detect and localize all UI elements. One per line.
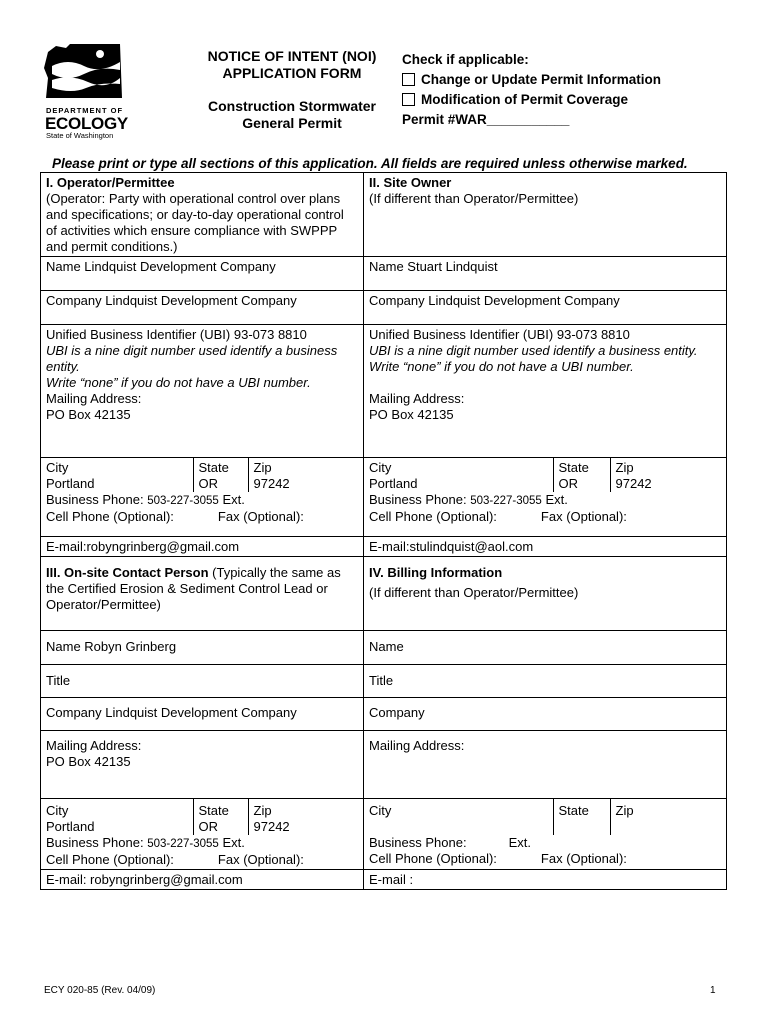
operator-city-state-zip: [46, 458, 358, 492]
operator-cell-fax: Cell Phone (Optional): Fax (Optional):: [46, 509, 304, 524]
logo-line1: DEPARTMENT OF: [46, 106, 124, 115]
billing-email[interactable]: E-mail :: [364, 870, 727, 890]
owner-city: City Portland: [369, 460, 418, 491]
section2-header: [364, 173, 727, 257]
logo-line2: ECOLOGY: [45, 114, 128, 133]
change-update-option[interactable]: [402, 70, 661, 90]
operator-company-field[interactable]: Company Lindquist Development Company: [41, 291, 364, 325]
form-id: ECY 020-85 (Rev. 04/09): [44, 985, 156, 996]
contact-cell-fax: Cell Phone (Optional): Fax (Optional):: [46, 852, 304, 867]
operator-city: City Portland: [46, 460, 95, 491]
contact-mail-label: Mailing Address:: [46, 738, 142, 753]
billing-city-state-zip: [369, 799, 721, 835]
owner-name-field[interactable]: Name Stuart Lindquist: [364, 257, 727, 291]
billing-address[interactable]: [364, 731, 727, 799]
section4-header: [364, 557, 727, 631]
operator-ubi: Unified Business Identifier (UBI) 93-073 8810: [46, 327, 307, 342]
contact-company-field[interactable]: Company Lindquist Development Company: [41, 698, 364, 731]
permit-name: Construction Stormwater: [207, 98, 376, 114]
operator-ubi-note: UBI is a nine digit number used identify a business entity.: [46, 343, 338, 374]
owner-contact[interactable]: [364, 458, 727, 537]
noi-form-table: [40, 172, 727, 890]
billing-contact[interactable]: [364, 799, 727, 870]
section3-heading: III. On-site Contact Person: [46, 565, 209, 580]
operator-ubi-address[interactable]: [41, 325, 364, 458]
change-update-label: Change or Update Permit Information: [421, 72, 662, 87]
operator-state: State OR: [193, 458, 248, 492]
contact-mail: PO Box 42135: [46, 754, 131, 769]
section4-heading: IV. Billing Information: [369, 565, 503, 580]
section1-header: [41, 173, 364, 257]
form-title-block: [186, 48, 398, 132]
owner-phone: Business Phone: 503-227-3055 Ext.: [369, 492, 568, 507]
owner-ubi-address[interactable]: [364, 325, 727, 458]
section3-desc: (Typically the same as the Certified Erosion & Sediment Control Lead or Operator/Permittee): [46, 565, 341, 612]
contact-email[interactable]: E-mail: robyngrinberg@gmail.com: [41, 870, 364, 890]
owner-company-field[interactable]: Company Lindquist Development Company: [364, 291, 727, 325]
contact-state: State OR: [193, 799, 248, 835]
section4-desc: (If different than Operator/Permittee): [369, 585, 579, 600]
billing-state: State: [553, 799, 610, 835]
billing-name-field[interactable]: Name: [364, 631, 727, 665]
owner-state: State OR: [553, 458, 610, 492]
contact-contact[interactable]: [41, 799, 364, 870]
contact-address[interactable]: [41, 731, 364, 799]
owner-email[interactable]: E-mail:stulindquist@aol.com: [364, 537, 727, 557]
contact-name-field[interactable]: Name Robyn Grinberg: [41, 631, 364, 665]
check-label: Check if applicable:: [402, 52, 529, 67]
form-title-2: APPLICATION FORM: [222, 65, 362, 81]
billing-phone: Business Phone: Ext.: [369, 835, 531, 850]
section3-header: [41, 557, 364, 631]
billing-title-field[interactable]: Title: [364, 665, 727, 698]
section2-desc: (If different than Operator/Permittee): [369, 191, 579, 206]
billing-city: City: [369, 803, 392, 818]
operator-email[interactable]: E-mail:robyngrinberg@gmail.com: [41, 537, 364, 557]
owner-cell-fax: Cell Phone (Optional): Fax (Optional):: [369, 509, 627, 524]
operator-ubi-none: Write “none” if you do not have a UBI number.: [46, 375, 311, 390]
page-number: 1: [710, 985, 716, 996]
owner-ubi: Unified Business Identifier (UBI) 93-073 8810: [369, 327, 630, 342]
modification-checkbox[interactable]: [402, 93, 415, 106]
billing-cell-fax: Cell Phone (Optional): Fax (Optional):: [369, 851, 627, 866]
permit-number[interactable]: Permit #WAR___________: [402, 112, 570, 127]
applicability-block: [402, 50, 661, 130]
owner-mail-label: Mailing Address:: [369, 391, 465, 406]
permit-name-2: General Permit: [242, 115, 342, 131]
modification-option[interactable]: [402, 90, 661, 110]
billing-mail-label: Mailing Address:: [369, 738, 465, 753]
contact-city: City Portland: [46, 803, 95, 834]
operator-name-field[interactable]: Name Lindquist Development Company: [41, 257, 364, 291]
contact-city-state-zip: [46, 799, 358, 835]
operator-contact[interactable]: [41, 458, 364, 537]
contact-phone: Business Phone: 503-227-3055 Ext.: [46, 835, 245, 850]
instructions: Please print or type all sections of this application. All fields are required unless otherwise marked.: [52, 156, 688, 171]
modification-label: Modification of Permit Coverage: [421, 92, 629, 107]
owner-zip: Zip 97242: [610, 458, 721, 492]
operator-mail: PO Box 42135: [46, 407, 131, 422]
section1-heading: I. Operator/Permittee: [46, 175, 175, 190]
operator-zip: Zip 97242: [248, 458, 358, 492]
section2-heading: II. Site Owner: [369, 175, 452, 190]
owner-ubi-note: UBI is a nine digit number used identify a business entity. Write “none” if you do not have a UBI number.: [369, 343, 698, 374]
form-title: NOTICE OF INTENT (NOI): [207, 48, 377, 64]
contact-title-field[interactable]: Title: [41, 665, 364, 698]
operator-mail-label: Mailing Address:: [46, 391, 142, 406]
billing-company-field[interactable]: Company: [364, 698, 727, 731]
owner-city-state-zip: [369, 458, 721, 492]
logo-line3: State of Washington: [46, 131, 114, 140]
contact-zip: Zip 97242: [248, 799, 358, 835]
owner-mail: PO Box 42135: [369, 407, 454, 422]
billing-zip: Zip: [610, 799, 721, 835]
change-update-checkbox[interactable]: [402, 73, 415, 86]
section1-desc: (Operator: Party with operational control over plans and specifications; or day-to-day operational control of activities which ensure compliance with SWPPP and permit conditions.): [46, 191, 344, 254]
operator-phone: Business Phone: 503-227-3055 Ext.: [46, 492, 245, 507]
